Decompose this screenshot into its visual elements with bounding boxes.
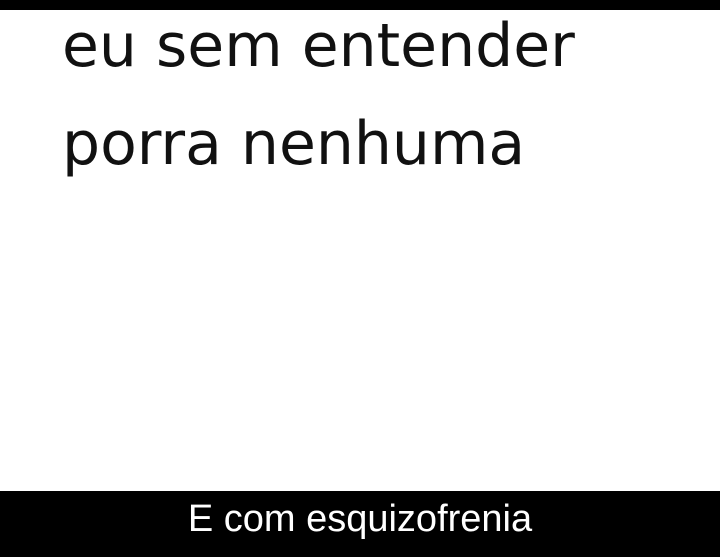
caption-text: E com esquizofrenia xyxy=(187,498,533,540)
meme-text-line-1: eu sem entender xyxy=(62,11,575,81)
meme-image-panel xyxy=(0,10,720,491)
top-black-bar xyxy=(0,0,720,10)
meme-text-line-2: porra nenhuma xyxy=(62,109,526,179)
caption-bar xyxy=(0,491,720,557)
